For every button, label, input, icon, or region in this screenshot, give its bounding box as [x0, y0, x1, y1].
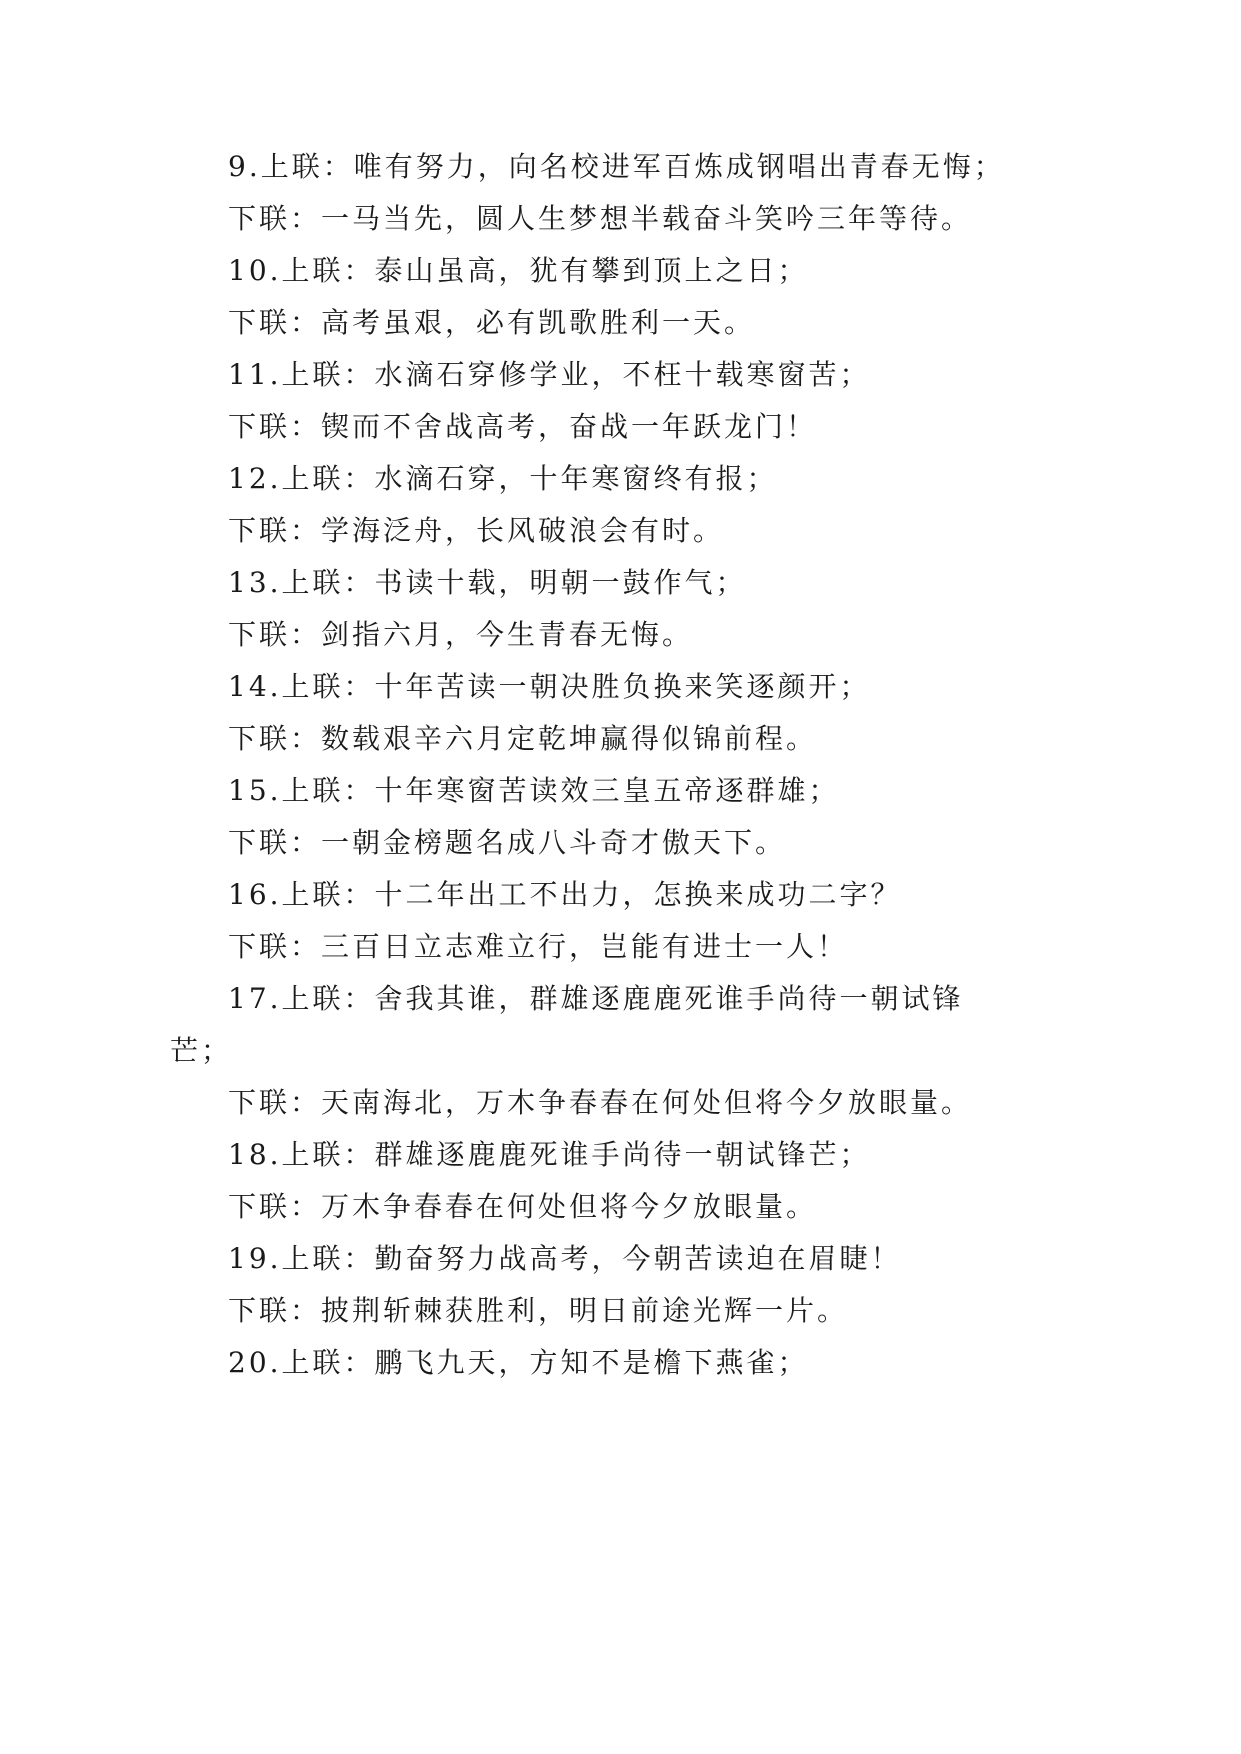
text-line-21: 下联：万木争春春在何处但将今夕放眼量。 [228, 1190, 818, 1223]
text-line-22: 19.上联：勤奋努力战高考，今朝苦读迫在眉睫！ [228, 1242, 902, 1275]
text-line-8: 下联：学海泛舟，长风破浪会有时。 [228, 514, 725, 547]
text-line-24: 20.上联：鹏飞九天，方知不是檐下燕雀； [228, 1346, 809, 1379]
text-line-15: 16.上联：十二年出工不出力，怎换来成功二字？ [228, 878, 902, 911]
text-line-18: 芒； [170, 1034, 233, 1067]
text-line-6: 下联：锲而不舍战高考，奋战一年跃龙门！ [228, 410, 818, 443]
text-line-11: 14.上联：十年苦读一朝决胜负换来笑逐颜开； [228, 670, 871, 703]
text-line-1: 9.上联：唯有努力，向名校进军百炼成钢唱出青春无悔； [228, 150, 1005, 183]
text-line-10: 下联：剑指六月，今生青春无悔。 [228, 618, 694, 651]
text-line-14: 下联：一朝金榜题名成八斗奇才傲天下。 [228, 826, 787, 859]
text-line-9: 13.上联：书读十载，明朝一鼓作气； [228, 566, 747, 599]
text-line-17: 17.上联：舍我其谁，群雄逐鹿鹿死谁手尚待一朝试锋 [228, 982, 964, 1015]
text-line-3: 10.上联：泰山虽高，犹有攀到顶上之日； [228, 254, 809, 287]
text-line-4: 下联：高考虽艰，必有凯歌胜利一天。 [228, 306, 756, 339]
text-line-12: 下联：数载艰辛六月定乾坤赢得似锦前程。 [228, 722, 818, 755]
text-line-13: 15.上联：十年寒窗苦读效三皇五帝逐群雄； [228, 774, 840, 807]
text-line-7: 12.上联：水滴石穿，十年寒窗终有报； [228, 462, 778, 495]
text-line-16: 下联：三百日立志难立行，岂能有进士一人！ [228, 930, 849, 963]
text-line-23: 下联：披荆斩棘获胜利，明日前途光辉一片。 [228, 1294, 849, 1327]
text-line-5: 11.上联：水滴石穿修学业，不枉十载寒窗苦； [228, 358, 871, 391]
text-line-19: 下联：天南海北，万木争春春在何处但将今夕放眼量。 [228, 1086, 973, 1119]
text-line-20: 18.上联：群雄逐鹿鹿死谁手尚待一朝试锋芒； [228, 1138, 871, 1171]
text-line-2: 下联：一马当先，圆人生梦想半载奋斗笑吟三年等待。 [228, 202, 973, 235]
